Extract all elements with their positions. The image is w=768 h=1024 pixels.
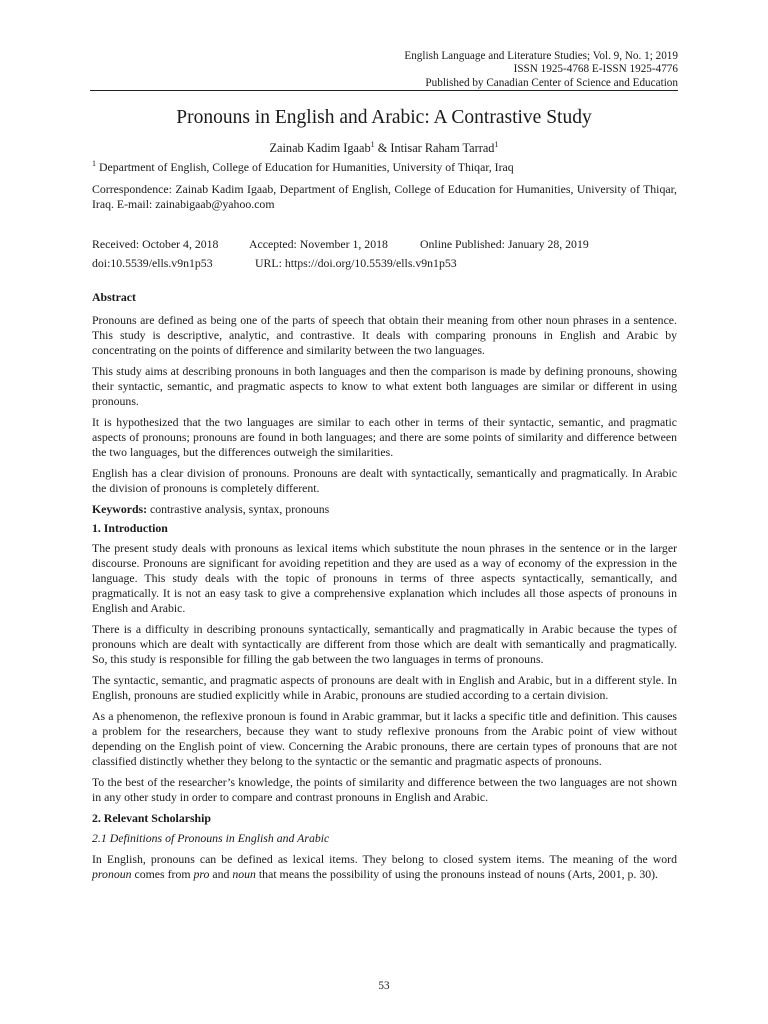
publisher-line: Published by Canadian Center of Science and Education bbox=[425, 76, 678, 89]
text-run: In English, pronouns can be defined as lexical items. They belong to closed system items. The meaning of the word bbox=[92, 852, 677, 866]
introduction-heading: 1. Introduction bbox=[92, 521, 168, 535]
emphasis-pro: pro bbox=[193, 867, 210, 881]
accepted-date: Accepted: November 1, 2018 bbox=[249, 237, 388, 251]
affiliation-text: Department of English, College of Education for Humanities, University of Thiqar, Iraq bbox=[96, 160, 514, 174]
published-date: Online Published: January 28, 2019 bbox=[420, 237, 589, 251]
paper-title: Pronouns in English and Arabic: A Contrastive Study bbox=[176, 107, 592, 128]
affiliation-superscript: 1 bbox=[92, 159, 96, 169]
journal-name: English Language and Literature Studies; Vol. 9, No. 1; 2019 bbox=[404, 50, 678, 62]
scholarship-heading: 2. Relevant Scholarship bbox=[92, 811, 211, 825]
emphasis-noun: noun bbox=[232, 867, 256, 881]
affiliation bbox=[92, 160, 677, 175]
text-run: and bbox=[209, 867, 233, 881]
keywords-text: contrastive analysis, syntax, pronouns bbox=[147, 502, 330, 516]
keywords-label: Keywords: bbox=[92, 502, 148, 516]
received-date: Received: October 4, 2018 bbox=[92, 237, 219, 251]
correspondence: Correspondence: Zainab Kadim Igaab, Department of English, College of Education for Humanities, University of Thiqar, Iraq. E-mail: zainabigaab@yahoo.com bbox=[92, 182, 677, 211]
page-number: 53 bbox=[378, 980, 390, 992]
header-rule bbox=[90, 90, 678, 91]
author-name: Zainab Kadim Igaab bbox=[269, 141, 371, 155]
page-content bbox=[92, 160, 677, 888]
abstract-paragraph: It is hypothesized that the two languages are similar to each other in terms of their syntactic, semantic, and pragmatic aspects of pronouns; pronouns are found in both languages; and there are some points of similarity and difference between the two languages, but the differences outweigh the similarities. bbox=[92, 415, 677, 459]
scholarship-paragraph bbox=[92, 852, 677, 882]
introduction-paragraph: As a phenomenon, the reflexive pronoun is found in Arabic grammar, but it lacks a specific title and definition. This causes a problem for the researchers, because they want to study reflexive pronouns from the Arabic point of view without depending on the English point of view. Concerning the Arabic pronouns, there are certain types of pronouns that are not classified distinctly whether they belong to the syntactic or the semantic and pragmatic aspects of pronouns. bbox=[92, 709, 677, 768]
author-superscript: 1 bbox=[494, 139, 499, 149]
publication-dates bbox=[92, 237, 677, 252]
text-run: that means the possibility of using the pronouns instead of nouns (Arts, 2001, p. 30). bbox=[255, 867, 658, 881]
doi-url-link[interactable]: URL: https://doi.org/10.5539/ells.v9n1p53 bbox=[255, 256, 457, 270]
author-separator: & bbox=[374, 141, 391, 155]
author-superscript: 1 bbox=[370, 139, 375, 149]
definitions-subheading: 2.1 Definitions of Pronouns in English and Arabic bbox=[92, 831, 330, 845]
keywords bbox=[92, 502, 677, 517]
doi-text: doi:10.5539/ells.v9n1p53 bbox=[92, 256, 213, 270]
introduction-paragraph: The present study deals with pronouns as lexical items which substitute the noun phrases in the sentence or in the larger discourse. Pronouns are significant for avoiding repetition and they are used as a way of economy of the expression in the language. This study deals with the topic of pronouns in terms of three aspects syntactically, semantically, and pragmatically. It is not an easy task to give a comprehensive explanation which includes all those aspects of pronouns in English and Arabic. bbox=[92, 541, 677, 615]
introduction-paragraph: To the best of the researcher’s knowledge, the points of similarity and difference between the two languages are not shown in any other study in order to compare and contrast pronouns in English and Arabic. bbox=[92, 775, 677, 804]
author-name: Intisar Raham Tarrad bbox=[390, 141, 495, 155]
abstract-paragraph: Pronouns are defined as being one of the parts of speech that obtain their meaning from other noun phrases in a sentence. This study is descriptive, analytic, and contrastive. It deals with comparing pronouns in English and Arabic by concentrating on the points of difference and similarity between the two languages. bbox=[92, 313, 677, 357]
journal-header bbox=[178, 50, 678, 90]
doi-line bbox=[92, 256, 677, 271]
author-line bbox=[90, 141, 678, 156]
abstract-heading: Abstract bbox=[92, 290, 136, 304]
introduction-paragraph: There is a difficulty in describing pronouns syntactically, semantically and pragmatically in Arabic because the types of pronouns which are dealt with syntactically are different from those which are dealt with semantically and pragmatically. So, this study is responsible for filling the gab between the two languages in terms of pronouns. bbox=[92, 622, 677, 666]
issn-line: ISSN 1925-4768 E-ISSN 1925-4776 bbox=[513, 63, 678, 76]
text-run: comes from bbox=[131, 867, 194, 881]
emphasis-pronoun: pronoun bbox=[92, 867, 132, 881]
introduction-paragraph: The syntactic, semantic, and pragmatic aspects of pronouns are dealt with in English and Arabic, but in a different style. In English, pronouns are studied explicitly while in Arabic, pronouns are studied according to a certain division. bbox=[92, 673, 677, 702]
abstract-paragraph: English has a clear division of pronouns. Pronouns are dealt with syntactically, semantically and pragmatically. In Arabic the division of pronouns is completely different. bbox=[92, 466, 677, 495]
abstract-paragraph: This study aims at describing pronouns in both languages and then the comparison is made by defining pronouns, showing their syntactic, semantic, and pragmatic aspects to know to what extent both languages are similar or different in using pronouns. bbox=[92, 364, 677, 408]
